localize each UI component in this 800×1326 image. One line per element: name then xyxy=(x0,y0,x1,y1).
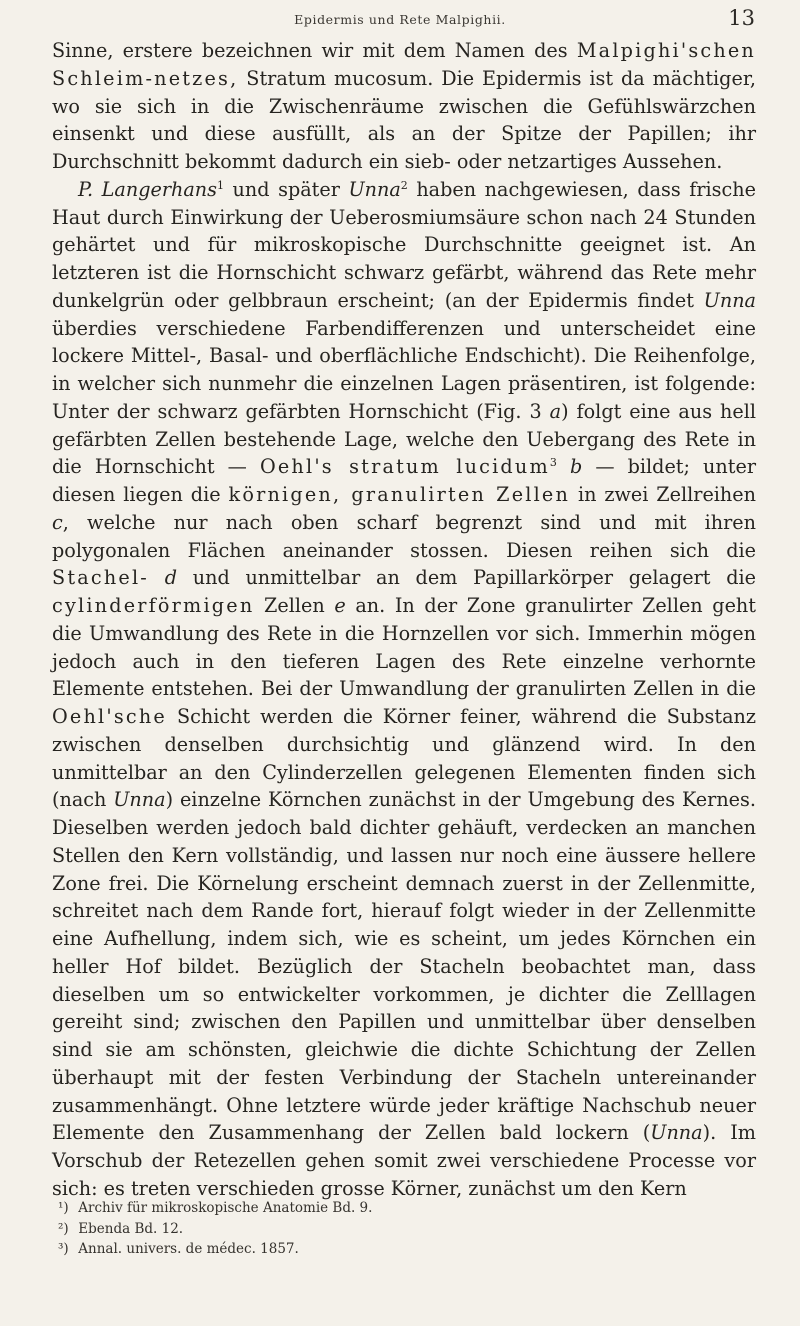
figure-letter: a xyxy=(549,399,562,423)
footnote xyxy=(58,1219,718,1240)
footnote-text: Archiv für mikroskopische Anatomie Bd. 9. xyxy=(78,1200,373,1216)
body-text xyxy=(52,37,756,1203)
spaced-term: körnigen, granulirten Zellen xyxy=(228,483,571,506)
figure-letter: c xyxy=(52,510,63,534)
text-run: Schicht werden die Körner feiner, während die Substanz zwischen denselben durchsichtig und glänzend wird. In den unmittelbar an den Cylinderzellen gelegenen Elementen finden sich (nach xyxy=(52,705,756,812)
text-run: ) einzelne Körnchen zunächst in der Umgebung des Kernes. Dieselben werden jedoch bald dichter gehäuft, verdecken an manchen Stellen den Kern vollständig, und lassen nur noch eine äussere hellere Zone frei. Die Körnelung erscheint demnach zuerst in der Zellenmitte, schreitet nach dem Rande fort, hierauf folgt wieder in der Zellenmitte eine Aufhellung, indem sich, wie es scheint, um jedes Körnchen ein heller Hof bildet. Bezüglich der Stacheln beobachtet man, dass dieselben um so entwickelter vorkommen, je dichter die Zelllagen gereiht sind; zwischen den Papillen und unmittelbar über denselben sind sie am schönsten, gleichwie die dichte Schichtung der Zellen überhaupt mit der festen Verbindung der Stacheln untereinander zusammenhängt. Ohne letztere würde jeder kräftige Nachschub neuer Elemente den Zusammenhang der Zellen bald lockern ( xyxy=(52,788,756,1145)
footnote-mark: ²) xyxy=(58,1220,69,1237)
text-run: Stratum mucosum. Die Epidermis ist da mächtiger, wo sie sich in die Zwischenräume zwischen die Gefühlswärzchen einsenkt und diese ausfüllt, als an der Spitze der Papillen; ihr Durchschnitt bekommt dadurch ein sieb- oder netzartiges Aussehen. xyxy=(52,66,756,173)
paragraph xyxy=(52,37,756,176)
text-run: , welche nur nach oben scharf begrenzt sind und mit ihren polygonalen Flächen aneinander stossen. Diesen reihen sich die xyxy=(52,510,756,562)
spaced-term: Oehl'sche xyxy=(52,705,167,728)
text-run: ) folgt eine aus hell gefärbten Zellen bestehende Lage, welche den Uebergang des Rete in die Hornschicht — xyxy=(52,399,757,479)
text-run: und unmittelbar an dem Papillarkörper gelagert die xyxy=(177,566,756,590)
text-run: — bildet; unter diesen liegen die xyxy=(52,455,757,506)
author-name: Unna xyxy=(113,788,166,812)
text-run: und später xyxy=(224,177,349,201)
spaced-term: Oehl's stratum lucidum xyxy=(259,455,550,479)
running-title: Epidermis und Rete Malpighii. xyxy=(294,12,506,27)
footnote-text: Ebenda Bd. 12. xyxy=(78,1220,184,1237)
spaced-term: Stachel- xyxy=(52,566,149,590)
text-run: haben nachgewiesen, dass frische Haut durch Einwirkung der Ueberosmiumsäure schon nach 24 Stunden gehärtet und für mikroskopische Durchschnitte geeignet ist. An letzteren ist die Hornschicht schwarz gefärbt, während das Rete mehr dunkelgrün oder gelbbraun erscheint; (an der Epidermis findet xyxy=(52,177,756,312)
footnote-ref: 2 xyxy=(400,178,408,192)
footnote-mark: ¹) xyxy=(58,1200,69,1216)
text-run: ). Im Vorschub der Retezellen gehen somit zwei verschiedene Processe vor sich: es treten verschieden grosse Körner, zunächst um den Kern xyxy=(52,1121,757,1200)
footnote-ref: 3 xyxy=(549,456,557,470)
figure-letter: e xyxy=(334,594,346,617)
spaced-term: cylinderförmigen xyxy=(52,594,255,617)
author-name: Unna xyxy=(650,1121,703,1145)
text-run: in zwei Zellreihen xyxy=(570,483,757,506)
footnotes xyxy=(58,1198,718,1260)
footnote-ref: 1 xyxy=(217,178,225,192)
footnote-mark: ³) xyxy=(58,1241,69,1257)
text-run: Zellen xyxy=(254,594,335,617)
author-name: P. Langerhans xyxy=(78,177,218,201)
running-header xyxy=(0,6,800,36)
paragraph xyxy=(52,176,756,1203)
text-run xyxy=(557,455,570,478)
footnote xyxy=(58,1239,718,1260)
spaced-term: Malpighi'schen Schleim-netzes, xyxy=(52,39,756,90)
author-name: Unna xyxy=(348,177,401,201)
text-run: überdies verschiedene Farbendifferenzen und unterscheidet eine lockere Mittel-, Basal- und oberflächliche Endschicht). Die Reihenfolge, in welcher sich nunmehr die einzelnen Lagen präsentiren, ist folgende: Unter der schwarz gefärbten Hornschicht (Fig. 3 xyxy=(52,316,756,423)
text-run xyxy=(149,566,165,589)
author-name: Unna xyxy=(703,288,756,312)
figure-letter: b xyxy=(569,455,583,479)
text-run: Sinne, erstere bezeichnen wir mit dem Namen des xyxy=(52,39,577,62)
footnote xyxy=(58,1198,718,1219)
figure-letter: d xyxy=(164,566,178,590)
page-number: 13 xyxy=(728,6,755,30)
text-run: an. In der Zone granulirter Zellen geht die Umwandlung des Rete in die Hornzellen vor sich. Immerhin mögen jedoch auch in den tieferen Lagen des Rete einzelne verhornte Elemente entstehen. Bei der Umwandlung der granulirten Zellen in die xyxy=(52,594,756,701)
footnote-text: Annal. univers. de médec. 1857. xyxy=(78,1241,299,1257)
